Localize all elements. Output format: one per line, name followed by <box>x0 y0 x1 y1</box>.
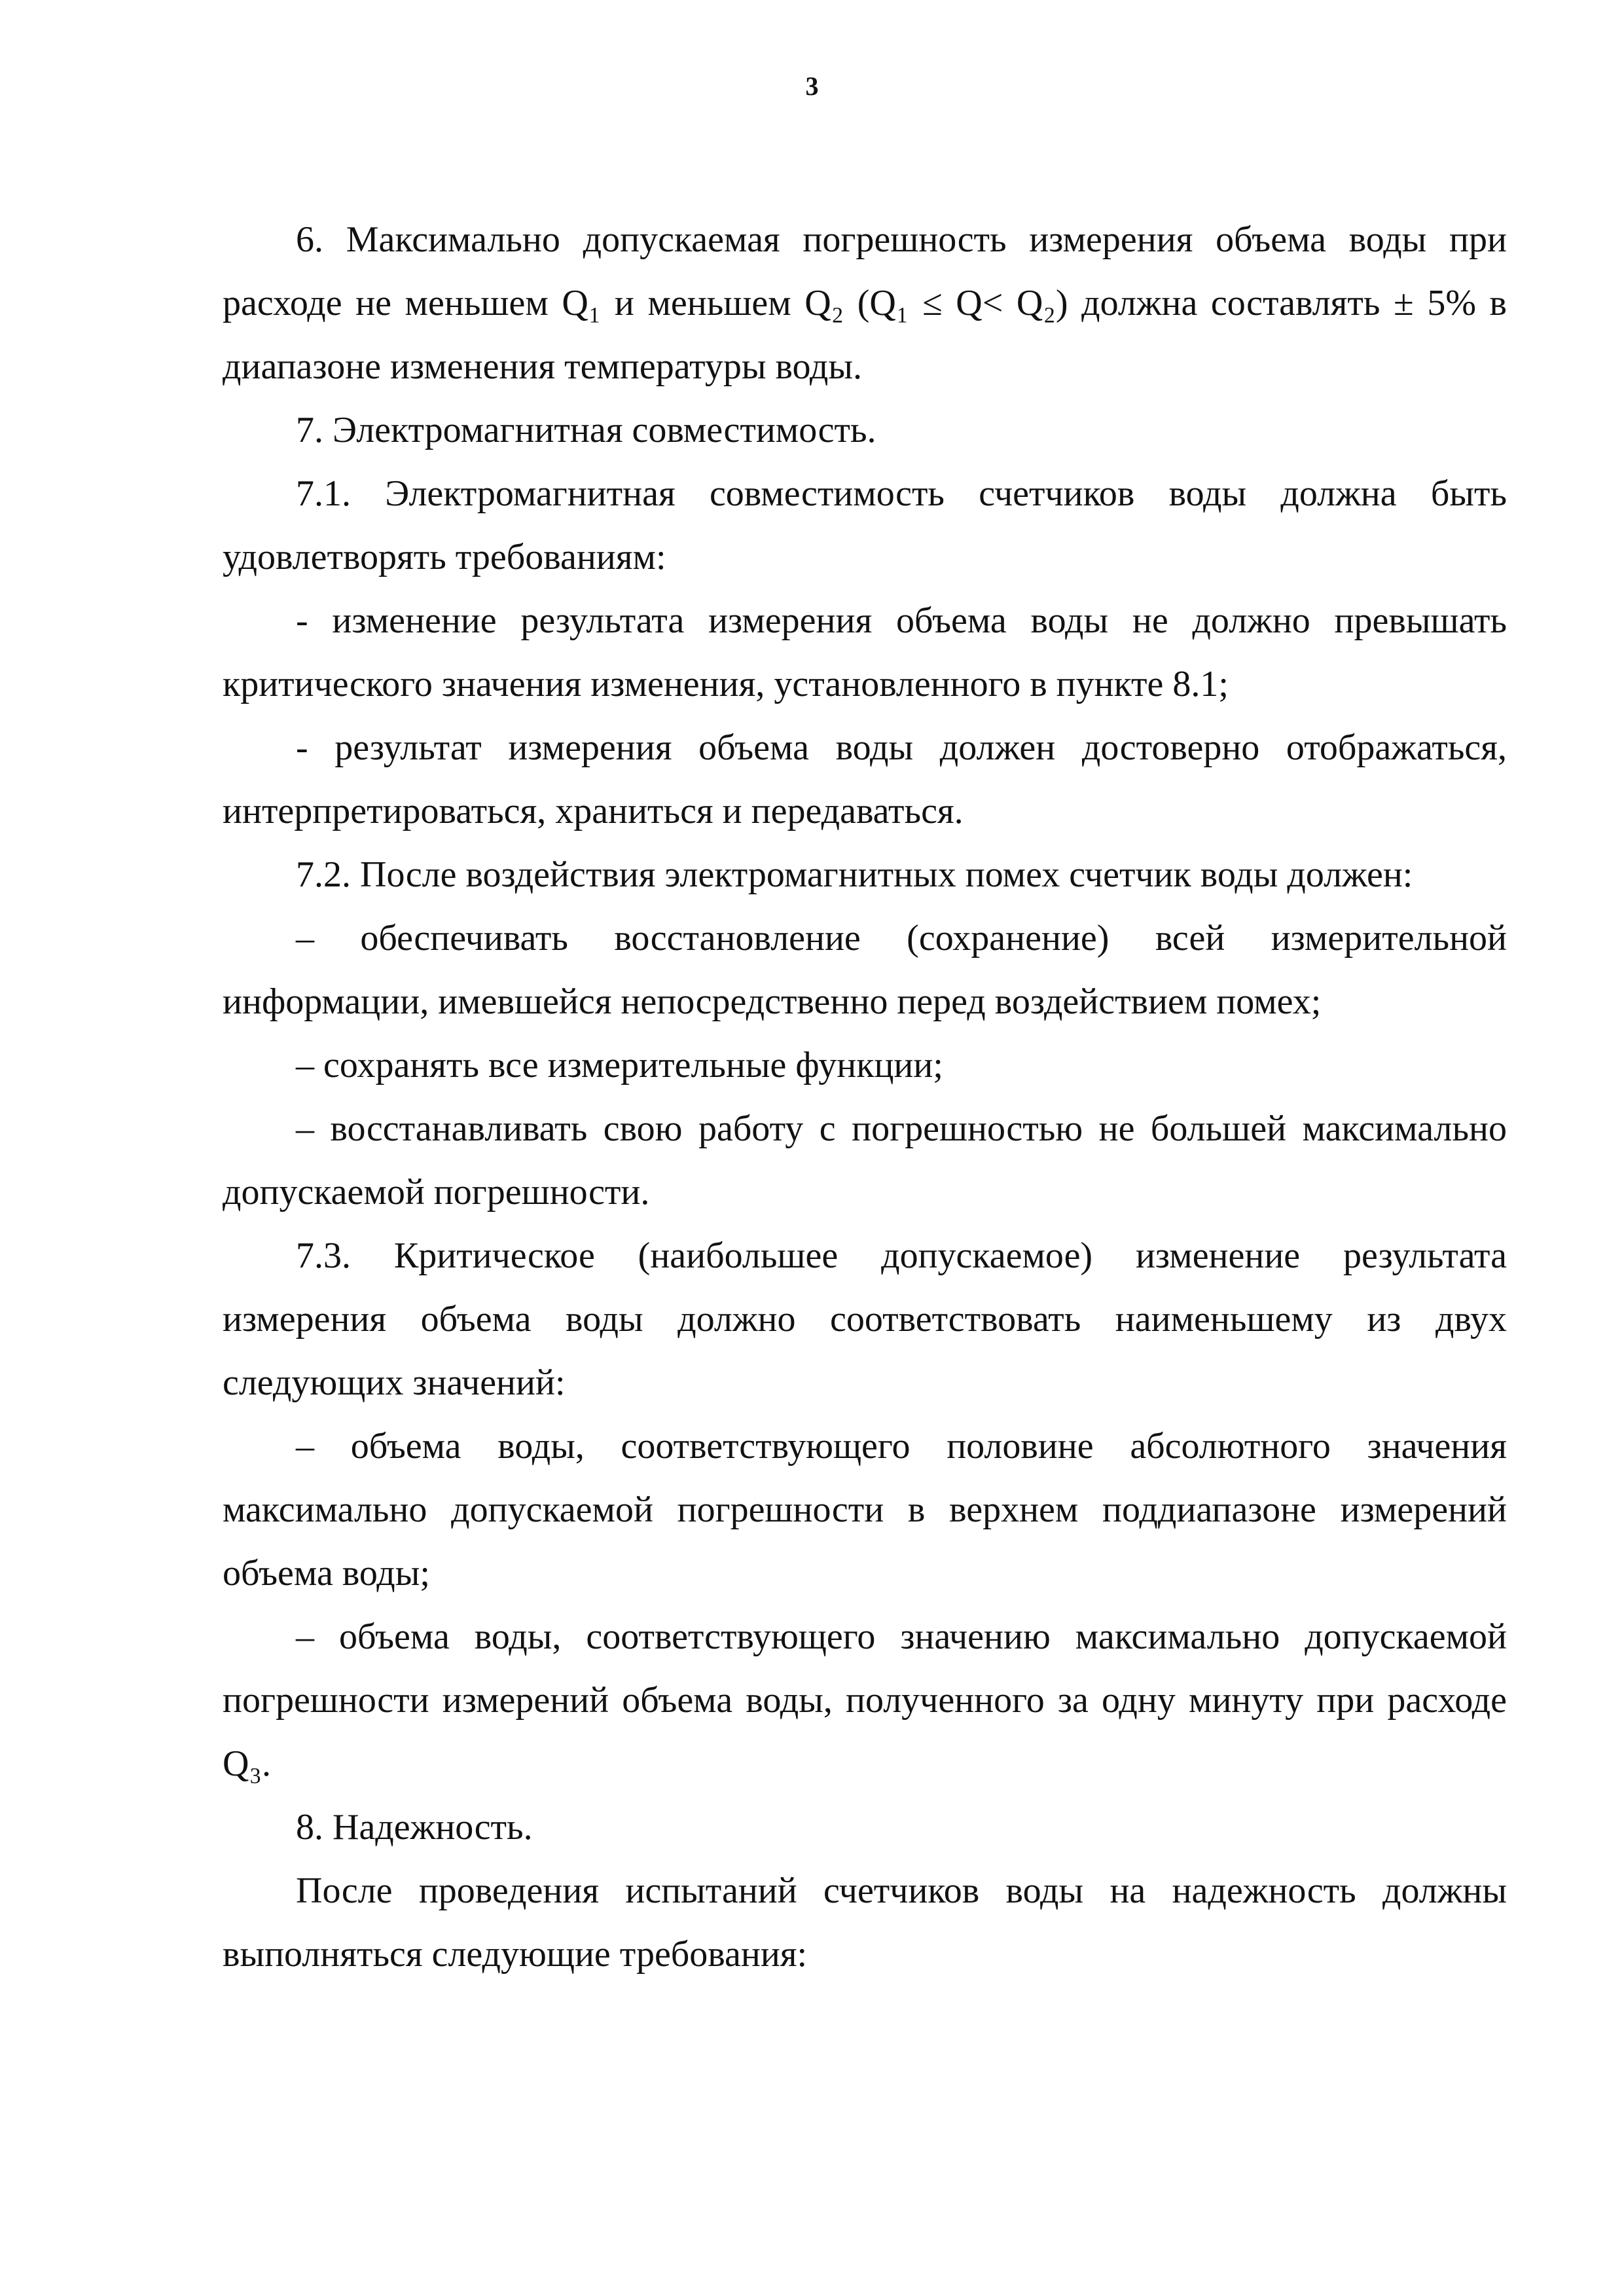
list-item-7-3-a: – объема воды, соответствующего половине абсолютного значения максимально допускаемой погрешности в верхнем поддиапазоне измерений объема воды; <box>223 1426 1507 1594</box>
paragraph-6-max-error: 6. Максимально допускаемая погрешность измерения объема воды при расходе не меньшем Q₁ и меньшем Q₂ (Q₁ ≤ Q< Q₂) должна составлять ± 5% в диапазоне изменения температуры воды. <box>223 219 1507 387</box>
heading-8-reliability: 8. Надежность. <box>296 1807 533 1848</box>
paragraph-8-intro: После проведения испытаний счетчиков воды на надежность должны выполняться следующие требования: <box>223 1870 1507 1975</box>
paragraph-7-2: 7.2. После воздействия электромагнитных помех счетчик воды должен: <box>296 854 1413 895</box>
list-item-7-3-b: – объема воды, соответствующего значению максимально допускаемой погрешности измерений объема воды, полученного за одну минуту при расходе Q₃. <box>223 1616 1507 1784</box>
list-item-7-2-b: – сохранять все измерительные функции; <box>296 1045 943 1085</box>
heading-7-emc: 7. Электромагнитная совместимость. <box>296 410 876 450</box>
list-item-7-1-b: - результат измерения объема воды должен достоверно отображаться, интерпретироваться, храниться и передаваться. <box>223 727 1507 831</box>
document-body <box>223 208 1507 1986</box>
paragraph-7-3: 7.3. Критическое (наибольшее допускаемое) изменение результата измерения объема воды должно соответствовать наименьшему из двух следующих значений: <box>223 1235 1507 1403</box>
page-number: 3 <box>805 71 819 101</box>
list-item-7-2-c: – восстанавливать свою работу с погрешностью не большей максимально допускаемой погрешности. <box>223 1108 1507 1212</box>
list-item-7-1-a: - изменение результата измерения объема воды не должно превышать критического значения изменения, установленного в пункте 8.1; <box>223 600 1507 704</box>
list-item-7-2-a: – обеспечивать восстановление (сохранение) всей измерительной информации, имевшейся непосредственно перед воздействием помех; <box>223 918 1507 1022</box>
paragraph-7-1: 7.1. Электромагнитная совместимость счетчиков воды должна быть удовлетворять требованиям: <box>223 473 1507 577</box>
